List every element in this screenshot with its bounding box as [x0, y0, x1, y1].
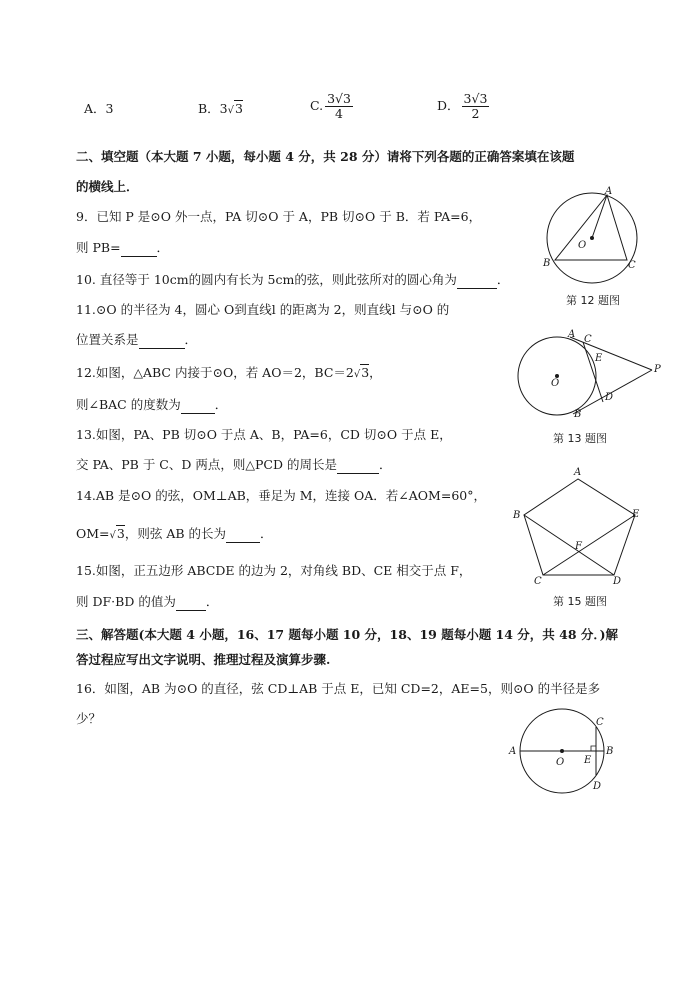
fig13-tangent-pa: [570, 337, 652, 370]
q9-line2-text: 则 PB=: [76, 240, 121, 255]
fig12-center-dot: [590, 236, 594, 240]
q10-line: [76, 272, 509, 289]
q13-line2-text: 交 PA、PB 于 C、D 两点，则△PCD 的周长是: [76, 457, 337, 472]
q12-end: ．: [214, 397, 228, 412]
fig15-label-c: C: [534, 576, 542, 587]
figure-12: [540, 186, 650, 285]
section3-heading-line1: 三、解答题(本大题 4 小题，16、17 题每小题 10 分，18、19 题每小题 14 分，共 48 分．)解: [76, 627, 619, 642]
choice-c-fraction: [325, 92, 353, 121]
q9-answer-blank[interactable]: [121, 240, 157, 257]
choice-a-text: A．3: [84, 101, 114, 116]
q14-line2-text: OM=: [76, 526, 110, 541]
q11-answer-blank[interactable]: [139, 332, 185, 349]
section3-heading-line2: 答过程应写出文字说明、推理过程及演算步骤.: [76, 652, 331, 667]
fig15-label-a: A: [574, 467, 582, 478]
fig13-label-a: A: [568, 329, 576, 340]
fig13-tangent-cd: [583, 342, 603, 402]
fig12-radius-oa: [592, 195, 607, 238]
fig13-caption: 第 13 题图: [553, 432, 607, 445]
fig15-label-e: E: [632, 509, 640, 520]
fig15-diagonal-bd: [524, 515, 614, 575]
section2-heading-line2: 的横线上．: [76, 179, 139, 194]
q14-answer-blank[interactable]: [226, 526, 260, 543]
choice-b-radicand: 3: [235, 101, 243, 116]
q14-line1: 14.AB 是⊙O 的弦，OM⊥AB，垂足为 M，连接 OA．若∠AOM=60°，: [76, 488, 486, 503]
fig15-label-d: D: [613, 576, 622, 587]
choice-d-label: D．: [437, 98, 460, 113]
q11-line2: [76, 332, 197, 349]
q14-line2-end: ，则弦 AB 的长为: [124, 526, 227, 541]
fig16-label-o: O: [556, 757, 565, 768]
fig12-label-a: A: [605, 186, 613, 197]
q15-line2: [76, 594, 218, 611]
q13-line2: [76, 457, 391, 474]
q16-line2: 少？: [76, 711, 102, 726]
q11-end: ．: [184, 332, 198, 347]
choice-a: [84, 101, 113, 117]
choice-b-text: B．3: [198, 101, 228, 116]
choice-c: [310, 92, 353, 121]
fig13-label-b: B: [574, 409, 582, 420]
q13-end: ．: [378, 457, 392, 472]
q15-line1: 15.如图，正五边形 ABCDE 的边为 2，对角线 BD、CE 相交于点 F，: [76, 563, 472, 578]
q9-end: ．: [156, 240, 170, 255]
fig16-label-e: E: [584, 755, 592, 766]
q10-end: ．: [496, 272, 510, 287]
q9-line2: [76, 240, 169, 257]
q10-text: 10. 直径等于 10cm的圆内有长为 5cm的弦，则此弦所对的圆心角为: [76, 272, 457, 287]
q13-answer-blank[interactable]: [337, 457, 379, 474]
choice-c-numerator: 3√3: [327, 91, 351, 106]
figure-13: [515, 328, 665, 423]
choice-c-label: C.: [310, 98, 324, 113]
fig16-center-dot: [560, 749, 564, 753]
q14-radicand: 3: [116, 526, 125, 541]
fig12-label-c: C: [628, 260, 636, 271]
fig13-label-e: E: [595, 353, 603, 364]
q12-radicand: 3: [361, 365, 370, 380]
q11-line1: 11.⊙O 的半径为 4，圆心 O到直线l 的距离为 2，则直线l 与⊙O 的: [76, 302, 450, 317]
fig12-caption: 第 12 题图: [566, 294, 620, 307]
fig16-label-d: D: [593, 781, 602, 792]
fig15-label-f: F: [575, 541, 582, 552]
fig16-label-c: C: [596, 717, 604, 728]
fig15-diagonal-ce: [543, 515, 635, 575]
choice-d-fraction: [462, 92, 490, 121]
q9-line1: 9．已知 P 是⊙O 外一点，PA 切⊙O 于 A，PB 切⊙O 于 B．若 PA=6，: [76, 209, 482, 224]
choice-b: B．3√3: [198, 101, 243, 116]
q12-line1: 12.如图，△ABC 内接于⊙O，若 AO＝2，BC＝2√3，: [76, 365, 382, 380]
fig12-label-o: O: [578, 240, 587, 251]
fig13-label-c: C: [584, 334, 592, 345]
choice-d: [437, 92, 489, 121]
fig16-label-a: A: [509, 746, 517, 757]
choice-d-denominator: 2: [471, 106, 480, 121]
fig15-label-b: B: [513, 510, 521, 521]
q16-line1: 16．如图，AB 为⊙O 的直径，弦 CD⊥AB 于点 E，已知 CD=2，AE=5，则⊙O 的半径是多: [76, 681, 601, 696]
q13-line1: 13.如图，PA、PB 切⊙O 于点 A、B，PA=6，CD 切⊙O 于点 E，: [76, 427, 452, 442]
fig16-right-angle-mark: [591, 746, 596, 751]
q14-end: ．: [260, 526, 273, 541]
fig13-label-d: D: [605, 392, 614, 403]
fig15-pentagon: [524, 479, 635, 575]
fig13-label-p: P: [654, 364, 661, 375]
q14-line2: OM=√3，则弦 AB 的长为 ．: [76, 526, 273, 541]
q12-line1-end: ，: [369, 365, 382, 380]
q11-line2-text: 位置关系是: [76, 332, 139, 347]
q12-answer-blank[interactable]: [181, 397, 215, 414]
figure-16: [505, 705, 630, 800]
fig12-triangle: [555, 195, 627, 260]
fig15-caption: 第 15 题图: [553, 595, 607, 608]
q15-end: ．: [205, 594, 219, 609]
q12-line2-text: 则∠BAC 的度数为: [76, 397, 181, 412]
q12-line2: [76, 397, 227, 414]
section2-heading-line1: 二、填空题（本大题 7 小题，每小题 4 分，共 28 分）请将下列各题的正确答案填在该题: [76, 149, 575, 164]
fig12-label-b: B: [543, 258, 551, 269]
choice-d-numerator: 3√3: [463, 91, 488, 106]
q10-answer-blank[interactable]: [457, 272, 497, 289]
q12-line1-text: 12.如图，△ABC 内接于⊙O，若 AO＝2，BC＝2: [76, 365, 354, 380]
fig13-label-o: O: [551, 378, 560, 389]
fig16-label-b: B: [606, 746, 614, 757]
choice-c-denominator: 4: [335, 106, 343, 121]
figure-15: [510, 465, 640, 590]
q15-answer-blank[interactable]: [176, 594, 206, 611]
q15-line2-text: 则 DF·BD 的值为: [76, 594, 176, 609]
